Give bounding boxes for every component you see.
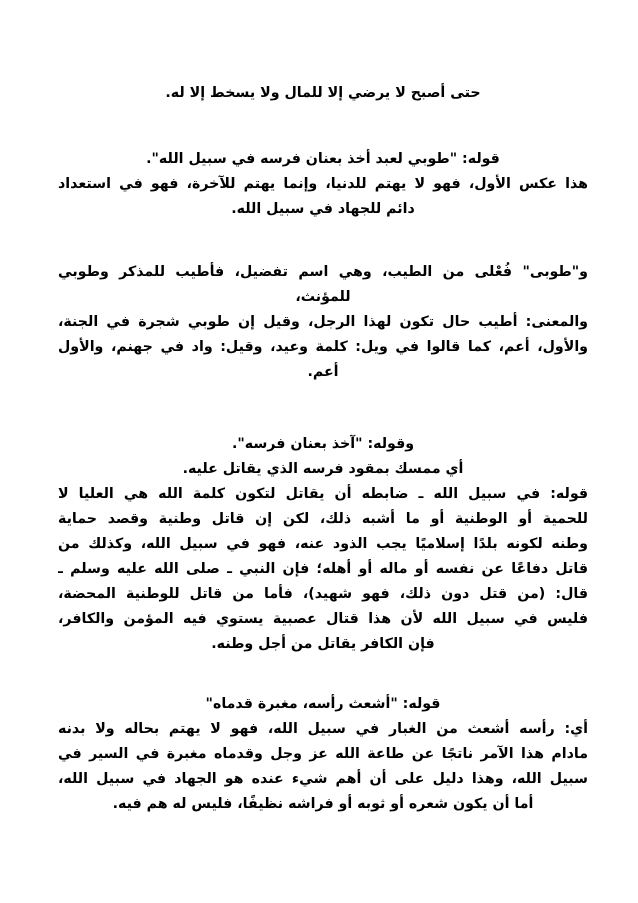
text-line: و"طوبى" فُعْلى من الطيب، وهي اسم تفضيل، فأطيب للمذكر وطوبي <box>58 264 588 280</box>
text-line: قوله: "أشعث رأسه، مغبرة قدماه" <box>205 696 441 712</box>
text-line: والأول، أعم، كما قالوا في ويل: كلمة وعيد، وقيل: واد في جهنم، والأول <box>58 339 588 355</box>
text-line: أما أن يكون شعره أو ثوبه أو فراشه نظيفًا، فليس له هم فيه. <box>112 796 534 812</box>
text-line: قوله: "طوبي لعبد أخذ بعنان فرسه في سبيل الله". <box>146 151 500 167</box>
text-line: مادام هذا الآمر ناتجًا عن طاعة الله عز وجل وقدماه مغبرة في السير في <box>58 746 588 762</box>
text-line: حتى أصبح لا يرضي إلا للمال ولا يسخط إلا له. <box>165 85 481 101</box>
text-line: وقوله: "آخذ بعنان فرسه". <box>231 436 415 452</box>
text-line: فإن الكافر يقاتل من أجل وطنه. <box>211 636 435 652</box>
text-line: أعم. <box>307 364 339 380</box>
text-line: قوله: في سبيل الله ـ ضابطه أن يقاتل لتكون كلمة الله هي العليا لا <box>58 486 588 502</box>
text-line: قاتل دفاعًا عن نفسه أو ماله أو أهله؛ فإن النبي ـ صلى الله عليه وسلم ـ <box>58 561 588 577</box>
text-line: فليس في سبيل الله لأن هذا قتال عصبية يستوي فيه المؤمن والكافر، <box>58 611 588 627</box>
text-line: سبيل الله، وهذا دليل على أن أهم شيء عنده هو الجهاد في سبيل الله، <box>58 771 588 787</box>
text-line: قال: (من قتل دون ذلك، فهو شهيد)، فأما من قاتل للوطنية المحضة، <box>58 586 588 602</box>
text-line: والمعنى: أطيب حال تكون لهذا الرجل، وقيل إن طوبي شجرة في الجنة، <box>58 314 588 330</box>
text-line: هذا عكس الأول، فهو لا يهتم للدنيا، وإنما يهتم للآخرة، فهو في استعداد <box>58 176 588 192</box>
text-line: أي ممسك بمقود فرسه الذي يقاتل عليه. <box>182 461 464 477</box>
text-line: للحمية أو الوطنية أو ما أشبه ذلك، لكن إن قاتل وطنية وقصد حماية <box>58 511 588 527</box>
text-line: للمؤنث، <box>295 289 351 305</box>
text-line: وطنه لكونه بلدًا إسلاميًا يجب الذود عنه، فهو في سبيل الله، وكذلك من <box>58 536 588 552</box>
text-line: دائم للجهاد في سبيل الله. <box>231 201 415 217</box>
text-line: أي: رأسه أشعث من الغبار في سبيل الله، فهو لا يهتم بحاله ولا بدنه <box>58 721 588 737</box>
